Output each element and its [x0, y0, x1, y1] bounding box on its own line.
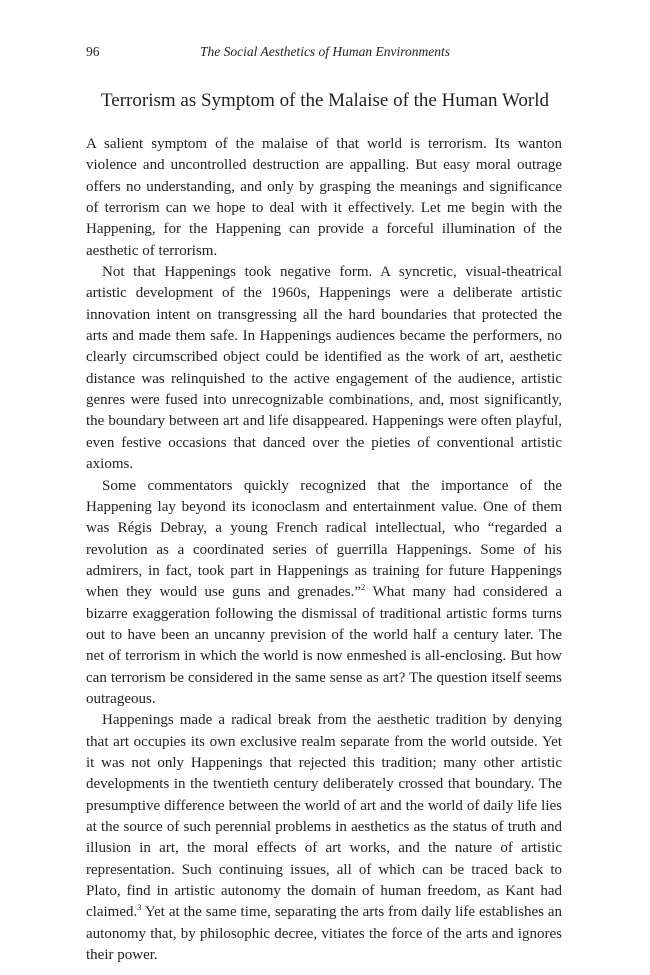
- paragraph-text: A salient symptom of the malaise of that world is terrorism. Its wanton violence and uncontrolled destruction are appalling. But easy moral outrage offers no understanding, and only by grasping the meanings and significance of terrorism can we hope to deal with it effectively. Let me begin with the Happening, for the Happening can provide a forceful illumination of the aesthetic of terrorism.: [86, 136, 562, 259]
- paragraph: [86, 262, 562, 475]
- running-head: [86, 44, 564, 64]
- page-number: 96: [86, 44, 100, 59]
- section-title: Terrorism as Symptom of the Malaise of the Human World: [101, 90, 549, 111]
- paragraph-text: What many had considered a bizarre exaggeration following the dismissal of traditional artistic forms turns out to have been an uncanny prevision of the world half a century later. The net of terrorism in which the world is now enmeshed is all-enclosing. But how can terrorism be considered in the same sense as art? The question itself seems outrageous.: [86, 584, 562, 707]
- paragraph: [86, 134, 562, 262]
- paragraph: [86, 710, 562, 966]
- paragraph-text: Not that Happenings took negative form. A syncretic, visual-theatrical artistic development of the 1960s, Happenings were a deliberate artistic innovation intent on transgressing all the hard boundaries that protected the arts and made them safe. In Happenings audiences became the performers, no clearly circumscribed object could be identified as the work of art, aesthetic distance was relinquished to the active engagement of the audience, artistic genres were fused into unrecognizable combinations, and, most significantly, the boundary between art and life disappeared. Happenings were often playful, even festive occasions that danced over the pieties of conventional artistic axioms.: [86, 264, 562, 473]
- running-title: The Social Aesthetics of Human Environments: [199, 44, 451, 59]
- paragraph-text: Happenings made a radical break from the aesthetic tradition by denying that art occupies its own exclusive realm separate from the world outside. Yet it was not only Happenings that rejected this tradition; many other artistic developments in the twentieth century deliberately crossed that boundary. The presumptive difference between the world of art and the world of daily life lies at the source of such perennial problems in aesthetics as the status of truth and illusion in art, the moral effects of art works, and the nature of artistic representation. Such continuing issues, all of which can be traced back to Plato, find in artistic autonomy the domain of human freedom, as Kant had claimed.: [86, 712, 562, 921]
- body-text: [86, 134, 562, 966]
- footnote-marker: 2: [361, 582, 366, 593]
- paragraph-text: Some commentators quickly recognized that the importance of the Happening lay beyond its iconoclasm and entertainment value. One of them was Régis Debray, a young French radical intellectual, who “regarded a revolution as a coordinated series of guerrilla Happenings. Some of his admirers, in fact, took part in Happenings as training for future Happenings when they would use guns and grenades.”: [86, 477, 562, 601]
- paragraph-text: Yet at the same time, separating the arts from daily life establishes an autonomy that, by philosophic decree, vitiates the force of the arts and ignores their power.: [86, 904, 562, 964]
- paragraph: [86, 476, 562, 711]
- footnote-marker: 3: [137, 902, 142, 913]
